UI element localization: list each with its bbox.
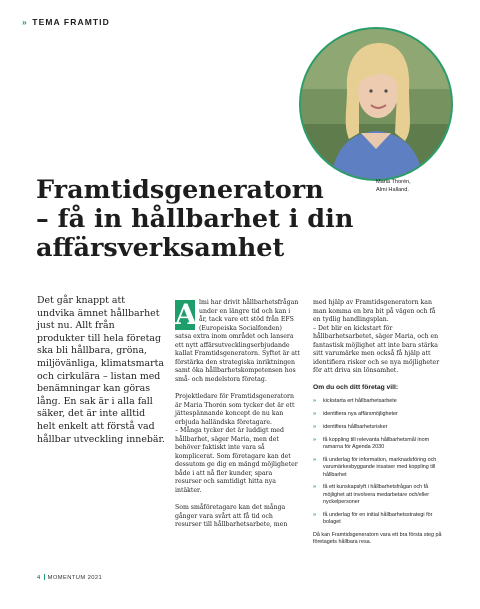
article-lead: Det går knappt att undvika ämnet hållbarhet just nu. Allt från produkter till hela företag ska bli hållbara, gröna, miljövänliga, klimatsmarta och cirkulära – listan med benämningar kan göras lång. En sak är i alla fall säker, det är inte alltid helt enkelt att förstå vad hållbar utveckling innebär. <box>37 295 165 445</box>
article-column-3 <box>313 299 443 547</box>
paragraph: – Många tycker det är luddigt med hållbarhet, säger Maria, men det behöver faktiskt inte vara så komplicerat. Som företagare kan det dessutom ge dig en mängd möjligheter både i att nå fler kunder, spara resurser och samtidigt hitta nya intäkter. <box>175 427 298 494</box>
drop-cap: A <box>175 298 197 331</box>
list-item: » få underlag för en initial hållbarhetsstrategi för bolaget <box>313 511 433 526</box>
chevron-icon: » <box>313 411 317 418</box>
list-item: » identifiera nya affärsmöjligheter <box>313 411 398 418</box>
list-item: » få koppling till relevanta hållbarhetsmål inom ramarna för Agenda 2030 <box>313 436 430 450</box>
paragraph: Som småföretagare kan det många gånger vara svårt att få tid och resurser till hållbarhetsarbete, men <box>175 504 288 529</box>
list-item: » kickstarta ert hållbarhetsarbete <box>313 398 397 405</box>
publication-name: MOMENTUM 2021 <box>47 575 103 581</box>
chevron-icon: » <box>313 456 317 463</box>
section-arrows-icon: » <box>22 17 28 27</box>
section-label: TEMA FRAMTID <box>32 17 110 27</box>
headline-line: Framtidsgeneratorn <box>36 175 324 205</box>
list-item: » få underlag för information, marknadsföring och varumärkesbyggande insatser med koppling till hållbarhet <box>313 456 437 478</box>
photo-caption <box>376 178 466 194</box>
fact-box-title: Om du och ditt företag vill: <box>313 383 399 391</box>
portrait-illustration <box>301 29 451 179</box>
fact-box-list <box>313 398 443 526</box>
fact-box-outro: Då kan Framtidsgeneratorn vara ett bra första steg på företagets hållbara resa. <box>313 531 442 546</box>
page-number: 4 <box>37 575 41 581</box>
section-tag <box>22 17 110 27</box>
caption-line: Maria Thorén, <box>376 179 411 185</box>
portrait-photo <box>299 27 453 181</box>
chevron-icon: » <box>313 436 317 443</box>
headline-line: affärsverksamhet <box>36 233 285 263</box>
paragraph <box>175 299 300 384</box>
article-column-2 <box>175 299 300 538</box>
chevron-icon: » <box>313 511 317 518</box>
headline-line: – få in hållbarhet i din <box>36 204 354 234</box>
paragraph: med hjälp av Framtidsgeneratorn kan man komma en bra bit på vägen och få en tydlig handlingsplan. <box>313 299 436 324</box>
paragraph: Projektledare för Framtidsgeneratorn är Maria Thorén som tycker det är ett jättespännande koncept de nu kan erbjuda halländska företagare. <box>175 392 295 426</box>
footer-divider <box>44 574 45 580</box>
page-footer <box>37 574 102 581</box>
list-item: » identifiera hållbarhetsrisker <box>313 423 388 430</box>
article-headline <box>36 176 356 263</box>
chevron-icon: » <box>313 423 317 430</box>
list-item: » få ett kunskapslyft i hållbarhetsfrågan och få möjlighet att involvera medarbetare och/eller nyckelpersoner <box>313 484 430 506</box>
paragraph: – Det blir en kickstart för hållbarhetsarbetet, säger Maria, och en fantastisk möjlighet att inte bara stärka sitt varumärke men också få hjälp att identifiera risker och se nya möjligheter för att driva sin lönsamhet. <box>313 324 440 375</box>
chevron-icon: » <box>313 484 317 491</box>
caption-line: Almi Halland. <box>376 187 409 193</box>
paragraph-text: lmi har drivit hållbarhetsfrågan under en längre tid och kan i år, tack vare ett stöd från EFS (Europeiska Socialfonden) satsa extra inom området och lansera ett nytt affärsutvecklingserbjudande kallat Framtidsgeneratorn. Syftet är att förstärka den strategiska inriktningen samt öka hållbarhetskompetensen hos små- och medelstora företag. <box>175 299 300 383</box>
chevron-icon: » <box>313 398 317 405</box>
